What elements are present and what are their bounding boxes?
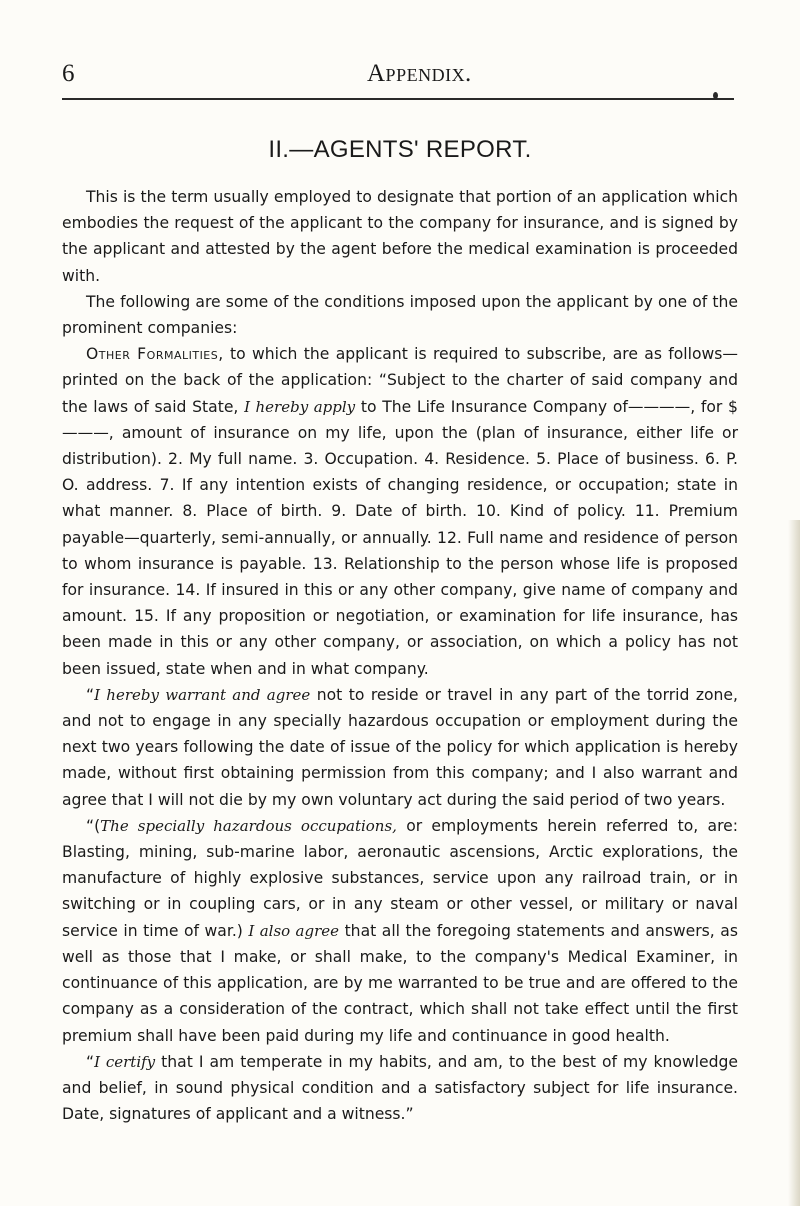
header-rule <box>62 98 734 100</box>
paragraph-hazardous <box>62 813 738 1049</box>
paragraph-text: to The Life Insurance Company of————, for $———, amount of insurance on my life, upon the (plan of insurance, either life or distribution). 2. My full name. 3. Occupation. 4. Residence. 5. Place of business. 6. P. O. address. 7. If any intention exists of changing residence, or occupation; state in what manner. 8. Place of birth. 9. Date of birth. 10. Kind of policy. 11. Premium payable—quarterly, semi-annually, or annually. 12. Full name and residence of person to whom insurance is payable. 13. Relationship to the person whose life is proposed for insurance. 14. If insured in this or any other company, give name of company and amount. 15. If any proposition or negotiation, or examination for life insurance, has been made in this or any other company, or association, on which a policy has not been issued, state when and in what company. <box>62 397 738 678</box>
running-title: Appendix. <box>367 60 472 87</box>
section-heading: II.—AGENTS' REPORT. <box>268 136 532 163</box>
running-head <box>62 54 762 94</box>
paragraph-text: The following are some of the conditions imposed upon the applicant by one of the prominent companies: <box>62 292 738 338</box>
italic-phrase: I also agree <box>248 921 340 940</box>
paragraph-text: This is the term usually employed to designate that portion of an application which embodies the request of the applicant to the company for insurance, and is signed by the applicant and attested by the agent before the medical examination is proceeded with. <box>62 188 738 285</box>
paragraph-intro <box>62 184 738 289</box>
paragraph-conditions <box>62 289 738 341</box>
paragraph-text: or employments herein referred to, are: Blasting, mining, sub-marine labor, aeronautic ascensions, Arctic explorations, the manufacture of highly explosive substances, service upon any railroad train, or in switching or in coupling cars, or in any steam or other vessel, or military or naval service in time of war.) <box>62 816 738 940</box>
paragraph-warranty <box>62 682 738 813</box>
paragraph-text: not to reside or travel in any part of the torrid zone, and not to engage in any specially hazardous occupation or employment during the next two years following the date of issue of the policy for which application is hereby made, without first obtaining permission from this company; and I also warrant and agree that I will not die by my own voluntary act during the said period of two years. <box>62 685 738 809</box>
italic-phrase: I hereby apply <box>244 397 356 416</box>
ink-speck <box>713 92 718 99</box>
italic-phrase: The specially hazardous occupations, <box>100 816 397 835</box>
paragraph-text: that I am temperate in my habits, and am, to the best of my knowledge and belief, in sound physical condition and a satisfactory subject for life insurance. Date, signatures of applicant and a witness.” <box>62 1052 738 1124</box>
paragraph-text: to which the applicant is required to subscribe, are as follows—printed on the back of the application: “Subject to the charter of said company and the laws of said State, <box>62 345 738 416</box>
paragraph-certify <box>62 1049 738 1128</box>
page-edge-shadow <box>788 520 800 1206</box>
italic-phrase: I hereby warrant and agree <box>94 685 311 704</box>
small-caps-lead: Other Formalities, <box>86 345 224 364</box>
italic-phrase: I certify <box>94 1052 156 1071</box>
quote-mark: “ <box>86 1052 95 1071</box>
body-text <box>62 184 738 1127</box>
paragraph-formalities <box>62 341 738 682</box>
quote-mark: “ <box>86 685 95 704</box>
paragraph-text: that all the foregoing statements and answers, as well as those that I make, or shall make, to the company's Medical Examiner, in continuance of this application, are by me warranted to be true and are offered to the company as a consideration of the contract, which shall not take effect until the first premium shall have been paid during my life and continuance in good health. <box>62 921 738 1045</box>
page-number: 6 <box>62 60 75 87</box>
quote-mark: “( <box>86 816 101 835</box>
